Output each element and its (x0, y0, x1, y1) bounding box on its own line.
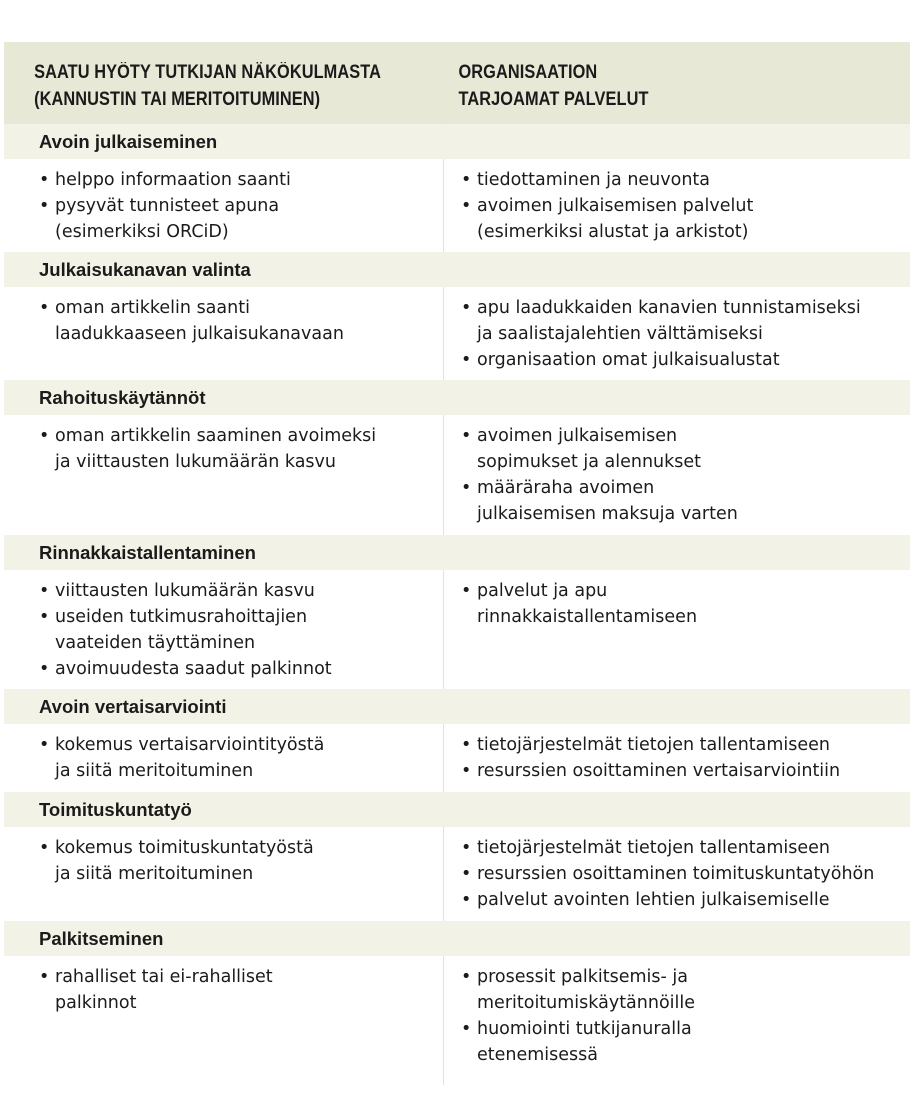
list-item: • resurssien osoittaminen vertaisarviointiin (461, 758, 910, 784)
list-item: • palvelut ja apu rinnakkaistallentamiseen (461, 578, 910, 630)
benefits-services-table (4, 42, 910, 1085)
benefit-cell (4, 287, 443, 380)
bullet-list (39, 578, 443, 682)
bullet-list (461, 835, 910, 913)
content-row (4, 724, 910, 792)
list-item: • kokemus vertaisarviointityöstä ja siitä meritoituminen (39, 732, 443, 784)
bullet-list (39, 423, 443, 475)
list-item: • kokemus toimituskuntatyöstä ja siitä meritoituminen (39, 835, 443, 887)
bullet-list (39, 295, 443, 347)
bullet-list (461, 167, 910, 245)
section-title: Toimituskuntatyö (39, 799, 192, 820)
content-row (4, 415, 910, 535)
list-item: • palvelut avointen lehtien julkaisemiselle (461, 887, 910, 913)
content-row (4, 159, 910, 252)
service-cell (443, 159, 910, 252)
section-row (4, 252, 910, 287)
list-item: • tietojärjestelmät tietojen tallentamiseen (461, 835, 910, 861)
section-row (4, 689, 910, 724)
section-title: Julkaisukanavan valinta (39, 259, 251, 280)
benefit-cell (4, 159, 443, 252)
list-item: • määräraha avoimen julkaisemisen maksuja varten (461, 475, 910, 527)
list-item: • viittausten lukumäärän kasvu (39, 578, 443, 604)
bullet-list (461, 732, 910, 784)
list-item: • tietojärjestelmät tietojen tallentamiseen (461, 732, 910, 758)
section-title-empty-cell (443, 921, 910, 956)
list-item: • avoimuudesta saadut palkinnot (39, 656, 443, 682)
content-row (4, 827, 910, 921)
service-cell (443, 956, 910, 1085)
list-item: • oman artikkelin saaminen avoimeksi ja viittausten lukumäärän kasvu (39, 423, 443, 475)
section-title-empty-cell (443, 689, 910, 724)
section-row (4, 380, 910, 415)
service-cell (443, 570, 910, 689)
section-title-empty-cell (443, 124, 910, 159)
content-row (4, 570, 910, 689)
service-cell (443, 827, 910, 921)
list-item: • helppo informaation saanti (39, 167, 443, 193)
section-title: Avoin julkaiseminen (39, 131, 218, 152)
content-row (4, 956, 910, 1085)
table-header (4, 42, 910, 124)
list-item: • oman artikkelin saanti laadukkaaseen julkaisukanavaan (39, 295, 443, 347)
benefit-cell (4, 415, 443, 535)
bullet-list (461, 578, 910, 630)
bullet-list (39, 964, 443, 1016)
service-cell (443, 724, 910, 792)
list-item: • useiden tutkimusrahoittajien vaateiden täyttäminen (39, 604, 443, 656)
section-row (4, 921, 910, 956)
list-item: • rahalliset tai ei-rahalliset palkinnot (39, 964, 443, 1016)
benefit-cell (4, 724, 443, 792)
section-title-empty-cell (443, 380, 910, 415)
list-item: • apu laadukkaiden kanavien tunnistamiseksi ja saalistajalehtien välttämiseksi (461, 295, 910, 347)
section-title-empty-cell (443, 792, 910, 827)
section-title: Rahoituskäytännöt (39, 387, 206, 408)
section-title-empty-cell (443, 252, 910, 287)
section-title-empty-cell (443, 535, 910, 570)
bullet-list (39, 835, 443, 887)
section-row (4, 535, 910, 570)
list-item: • resurssien osoittaminen toimituskuntatyöhön (461, 861, 910, 887)
table-body (4, 124, 910, 1085)
list-item: • avoimen julkaisemisen sopimukset ja alennukset (461, 423, 910, 475)
benefit-cell (4, 827, 443, 921)
header-researcher-benefit: SAATU HYÖTY TUTKIJAN NÄKÖKULMASTA (KANNUSTIN TAI MERITOITUMINEN) (34, 62, 381, 110)
bullet-list (461, 423, 910, 527)
bullet-list (461, 964, 910, 1068)
bullet-list (461, 295, 910, 373)
section-row (4, 124, 910, 159)
service-cell (443, 415, 910, 535)
list-item: • organisaation omat julkaisualustat (461, 347, 910, 373)
list-item: • huomiointi tutkijanuralla etenemisessä (461, 1016, 910, 1068)
section-title: Rinnakkaistallentaminen (39, 542, 256, 563)
bullet-list (39, 167, 443, 245)
list-item: • pysyvät tunnisteet apuna (esimerkiksi ORCiD) (39, 193, 443, 245)
list-item: • tiedottaminen ja neuvonta (461, 167, 910, 193)
content-row (4, 287, 910, 380)
section-title: Palkitseminen (39, 928, 164, 949)
section-title: Avoin vertaisarviointi (39, 696, 227, 717)
benefit-cell (4, 956, 443, 1085)
bullet-list (39, 732, 443, 784)
list-item: • avoimen julkaisemisen palvelut (esimerkiksi alustat ja arkistot) (461, 193, 910, 245)
header-organisation-services: ORGANISAATION TARJOAMAT PALVELUT (443, 42, 845, 124)
list-item: • prosessit palkitsemis- ja meritoitumiskäytännöille (461, 964, 910, 1016)
benefit-cell (4, 570, 443, 689)
section-row (4, 792, 910, 827)
service-cell (443, 287, 910, 380)
